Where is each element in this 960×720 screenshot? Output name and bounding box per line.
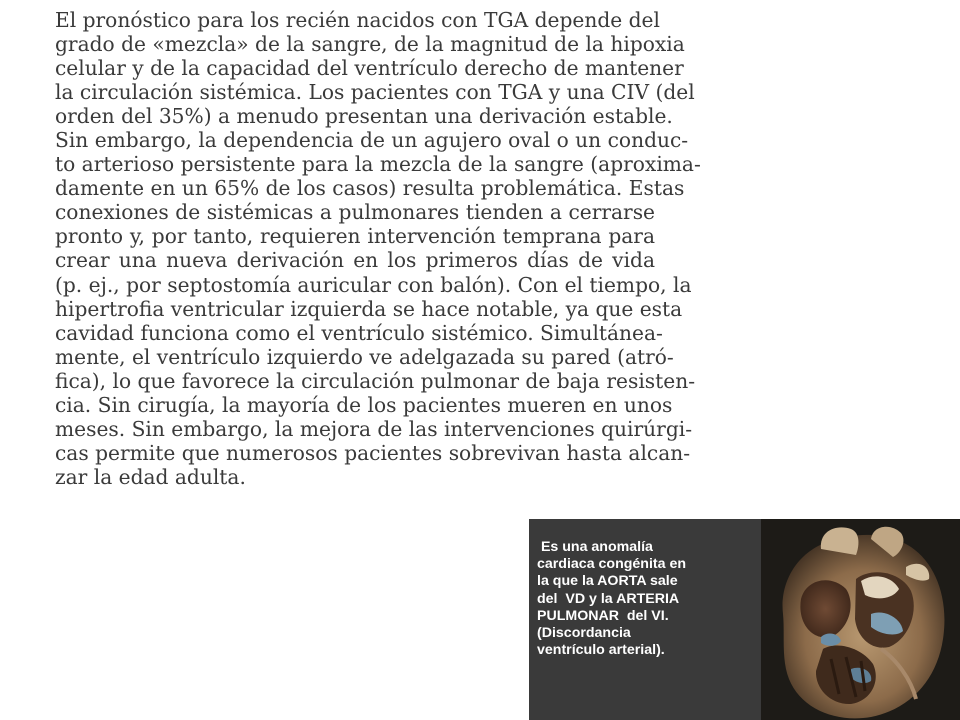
body-line: cas permite que numerosos pacientes sobrevivan hasta alcan- <box>55 440 691 465</box>
heart-illustration <box>761 519 960 720</box>
caption-line: la que la AORTA sale <box>537 573 678 590</box>
body-line: (p. ej., por septostomía auricular con balón). Con el tiempo, la <box>55 272 692 297</box>
caption-line: ventrículo arterial). <box>537 642 665 659</box>
body-line: pronto y, por tanto, requieren intervención temprana para <box>55 224 655 249</box>
body-line: conexiones de sistémicas a pulmonares tienden a cerrarse <box>55 200 655 225</box>
body-line: Sin embargo, la dependencia de un agujero oval o un conduc- <box>55 128 689 153</box>
body-paragraph <box>55 8 701 489</box>
body-line: grado de «mezcla» de la sangre, de la magnitud de la hipoxia <box>55 32 685 57</box>
heart-specimen-photo <box>761 519 960 720</box>
body-line: crear una nueva derivación en los primeros días de vida <box>55 248 655 273</box>
caption-line: Es una anomalía <box>537 539 653 555</box>
info-panel <box>529 519 960 720</box>
body-line: hipertrofia ventricular izquierda se hace notable, ya que esta <box>55 296 683 321</box>
body-line: damente en un 65% de los casos) resulta problemática. Estas <box>55 176 685 201</box>
caption-line: cardiaca congénita en <box>537 556 687 573</box>
body-line: celular y de la capacidad del ventrículo derecho de mantener <box>55 56 684 81</box>
body-line: la circulación sistémica. Los pacientes con TGA y una CIV (del <box>55 80 695 105</box>
body-line: fica), lo que favorece la circulación pulmonar de baja resisten- <box>55 368 696 393</box>
body-line: mente, el ventrículo izquierdo ve adelgazada su pared (atró- <box>55 344 674 369</box>
body-line: to arterioso persistente para la mezcla de la sangre (aproxima- <box>55 152 701 177</box>
body-line: meses. Sin embargo, la mejora de las intervenciones quirúrgi- <box>55 416 693 441</box>
caption-text <box>537 539 752 659</box>
caption-line: PULMONAR del VI. <box>537 607 669 624</box>
body-line: El pronóstico para los recién nacidos con TGA depende del <box>55 8 660 32</box>
body-line: orden del 35%) a menudo presentan una derivación estable. <box>55 104 673 129</box>
body-line: cavidad funciona como el ventrículo sistémico. Simultánea- <box>55 320 663 345</box>
caption-line: (Discordancia <box>537 625 631 642</box>
body-line: zar la edad adulta. <box>55 464 246 489</box>
caption-line: del VD y la ARTERIA <box>537 590 680 607</box>
body-line: cia. Sin cirugía, la mayoría de los pacientes mueren en unos <box>55 392 673 417</box>
